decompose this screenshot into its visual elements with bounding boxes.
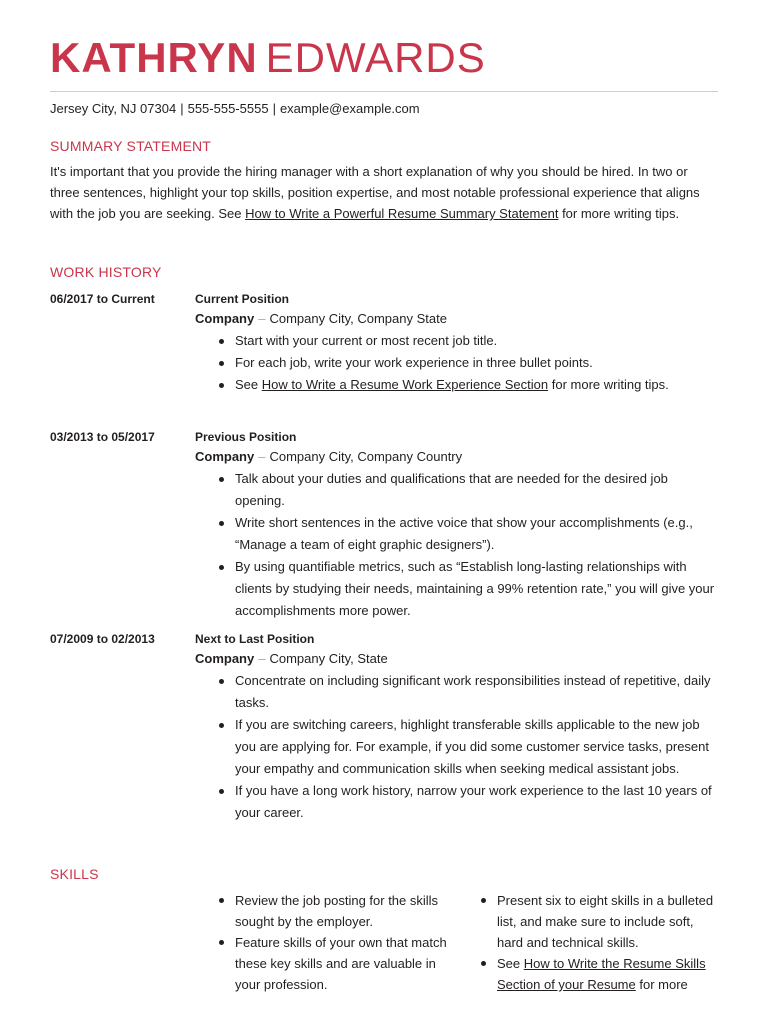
summary-text-after: for more writing tips. bbox=[558, 206, 680, 221]
job-bullets bbox=[215, 468, 715, 622]
header-divider bbox=[50, 91, 718, 92]
contact-separator: | bbox=[272, 101, 276, 116]
candidate-name bbox=[50, 34, 486, 82]
job-title: Previous Position bbox=[195, 430, 297, 444]
skills-column-right bbox=[477, 890, 722, 995]
skill-item: Feature skills of your own that match these key skills and are valuable in your profession. bbox=[215, 932, 455, 995]
skill-item: Present six to eight skills in a bulleted list, and make sure to include soft, hard and technical skills. bbox=[477, 890, 722, 953]
company-dash: – bbox=[258, 651, 266, 666]
job-dates: 07/2009 to 02/2013 bbox=[50, 632, 155, 646]
job-body bbox=[195, 290, 715, 396]
company-location: Company City, Company Country bbox=[269, 449, 463, 464]
company-location: Company City, Company State bbox=[269, 311, 447, 326]
contact-separator: | bbox=[180, 101, 184, 116]
job-bullet: Write short sentences in the active voice that show your accomplishments (e.g., “Manage a team of eight graphic designers”). bbox=[215, 512, 715, 556]
skill-item: Review the job posting for the skills sought by the employer. bbox=[215, 890, 455, 932]
job-dates: 03/2013 to 05/2017 bbox=[50, 430, 155, 444]
skills-column-left bbox=[215, 890, 455, 995]
first-name: KATHRYN bbox=[50, 34, 258, 81]
job-title: Next to Last Position bbox=[195, 632, 315, 646]
job-bullet: By using quantifiable metrics, such as “Establish long-lasting relationships with clients by studying their needs, maintaining a 99% retention rate,” you will give your accomplishments more power. bbox=[215, 556, 715, 622]
skills-list bbox=[215, 890, 455, 995]
job-bullet: If you have a long work history, narrow your work experience to the last 10 years of your career. bbox=[215, 780, 715, 824]
job-body bbox=[195, 630, 715, 824]
bullet-text: See bbox=[235, 377, 262, 392]
job-bullets bbox=[215, 330, 715, 396]
job-bullet: If you are switching careers, highlight transferable skills applicable to the new job you are applying for. For example, if you did some customer service tasks, present your empathy and communication skills when seeking medical assistant jobs. bbox=[215, 714, 715, 780]
job-bullet: Concentrate on including significant work responsibilities instead of repetitive, daily tasks. bbox=[215, 670, 715, 714]
job-bullet bbox=[215, 374, 715, 396]
contact-line bbox=[50, 100, 420, 118]
last-name: EDWARDS bbox=[265, 34, 486, 81]
job-bullet: For each job, write your work experience in three bullet points. bbox=[215, 352, 715, 374]
company-dash: – bbox=[258, 449, 266, 464]
job-body bbox=[195, 428, 715, 622]
skill-text: See bbox=[497, 956, 524, 971]
work-experience-link[interactable]: How to Write a Resume Work Experience Section bbox=[261, 377, 549, 392]
skill-text: for more bbox=[635, 977, 688, 992]
skills-section-link[interactable]: How to Write the Resume Skills Section of your Resume bbox=[497, 956, 706, 992]
company-name: Company bbox=[195, 449, 255, 464]
company-dash: – bbox=[258, 311, 266, 326]
summary-link[interactable]: How to Write a Powerful Resume Summary Statement bbox=[245, 206, 559, 221]
skills-heading: SKILLS bbox=[50, 866, 99, 882]
company-name: Company bbox=[195, 651, 255, 666]
skill-item bbox=[477, 953, 722, 995]
job-bullet: Start with your current or most recent job title. bbox=[215, 330, 715, 352]
company-location: Company City, State bbox=[269, 651, 388, 666]
summary-text bbox=[50, 161, 718, 224]
bullet-text: for more writing tips. bbox=[548, 377, 669, 392]
job-company-line bbox=[195, 648, 715, 670]
job-company-line bbox=[195, 308, 715, 330]
contact-phone: 555-555-5555 bbox=[187, 101, 269, 116]
contact-email[interactable]: example@example.com bbox=[279, 101, 420, 116]
job-bullet: Talk about your duties and qualifications that are needed for the desired job opening. bbox=[215, 468, 715, 512]
skills-list bbox=[477, 890, 722, 995]
job-dates: 06/2017 to Current bbox=[50, 292, 155, 306]
contact-location: Jersey City, NJ 07304 bbox=[50, 101, 177, 116]
job-title: Current Position bbox=[195, 292, 290, 306]
job-company-line bbox=[195, 446, 715, 468]
summary-text-before: It's important that you provide the hiring manager with a short explanation of why you should be hired. In two or three sentences, highlight your top skills, position expertise, and most notable professional experience that aligns with the job you are seeking. See bbox=[50, 164, 700, 221]
job-bullets bbox=[215, 670, 715, 824]
work-history-heading: WORK HISTORY bbox=[50, 264, 162, 280]
company-name: Company bbox=[195, 311, 255, 326]
summary-heading: SUMMARY STATEMENT bbox=[50, 138, 212, 154]
